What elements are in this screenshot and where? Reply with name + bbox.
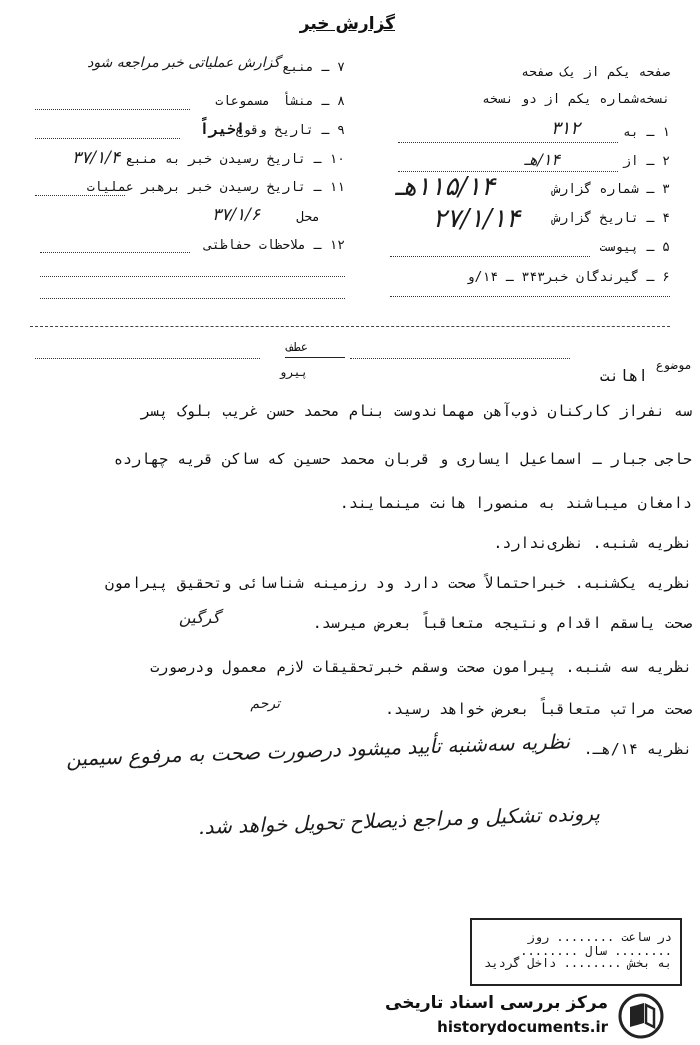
origin-value: مسموعات bbox=[215, 94, 270, 109]
opinion-14h: نظریه ۱۴/هـ. bbox=[583, 740, 692, 758]
security-notes-label: ۱۲ ـ ملاحظات حفاظتی bbox=[204, 238, 345, 253]
to-label: ۱ ـ به bbox=[623, 125, 670, 140]
event-date-value: اخیراً bbox=[199, 120, 245, 138]
opinion-sunday-2: صحت یاسقم اقدام ونتیجه متعاقباً بعرض میرسد. bbox=[312, 614, 692, 632]
source-value: گزارش عملیاتی خبر مراجعه شود bbox=[87, 55, 280, 71]
report-date-value: ۲۷/۱/۱۴ bbox=[432, 204, 520, 234]
signature-1: گرگین bbox=[178, 608, 220, 627]
received-by-source-label: ۱۰ ـ تاریخ رسیدن خبر به منبع bbox=[125, 152, 345, 167]
report-number-value: ۱۱۵/۱۴هـ bbox=[395, 172, 495, 202]
received-by-ops-label: ۱۱ ـ تاریخ رسیدن خبر برهبر عملیات bbox=[86, 180, 345, 195]
handwritten-note-line-1: نظریه سه‌شنبه تأیید میشود درصورت صحت به مرفوع سیمین bbox=[65, 729, 571, 771]
attachment-label: ۵ ـ پیوست bbox=[599, 240, 670, 255]
from-value: ۱۴/هـ bbox=[524, 150, 560, 169]
follow-label: پیرو bbox=[279, 365, 308, 379]
page-count-line: صفحه یکم از یک صفحه bbox=[521, 65, 670, 80]
source-label: ۷ ـ منبع bbox=[282, 60, 345, 75]
recipients-value: ۳۴۳ ـ ۱۴/و bbox=[466, 270, 545, 285]
body-line-3: دامغان میباشند به منصورا هانت مینمایند. bbox=[339, 494, 692, 512]
subject-value: اهانت bbox=[599, 366, 648, 385]
report-date-label: ۴ ـ تاریخ گزارش bbox=[552, 211, 670, 226]
opinion-saturday: نظریه شنبه. نظری‌ندارد. bbox=[493, 534, 692, 552]
ref-label: عطف bbox=[286, 340, 308, 354]
event-date-label: ۹ ـ تاریخ وقوع bbox=[235, 123, 345, 138]
origin-label: ۸ ـ منشأ bbox=[282, 94, 345, 109]
received-by-ops-value: ۳۷/۱/۶ bbox=[212, 205, 260, 225]
opinion-tuesday-1: نظریه سه شنبه. پیرامون صحت وسقم خبرتحقیقات لازم معمول ودرصورت bbox=[150, 658, 692, 676]
receipt-stamp bbox=[470, 918, 682, 986]
report-number-label: ۳ ـ شماره گزارش bbox=[552, 182, 670, 197]
opinion-sunday-1: نظریه یکشنبه. خبراحتمالاً صحت دارد ود رزمینه شناسائی وتحقیق پیرامون bbox=[105, 574, 692, 592]
page-title: گزارش خبر bbox=[299, 14, 395, 34]
from-label: ۲ ـ از bbox=[623, 154, 670, 169]
received-by-source-value: ۳۷/۱/۴ bbox=[72, 148, 120, 168]
place-label: محل bbox=[296, 210, 320, 225]
handwritten-note-line-2: پرونده تشکیل و مراجع ذیصلاح تحویل خواهد شد. bbox=[197, 800, 601, 840]
body-line-1: سه نفراز کارکنان ذوب‌آهن مهماندوست بنام محمد حسن غریب بلوک پسر bbox=[141, 402, 692, 420]
signature-2: ترحم bbox=[250, 696, 280, 712]
recipients-label: ۶ ـ گیرندگان خبر bbox=[544, 270, 670, 285]
opinion-tuesday-2: صحت مراتب متعاقباً بعرض خواهد رسید. bbox=[384, 700, 692, 718]
watermark-title: مرکز بررسی اسناد تاریخی bbox=[385, 993, 608, 1013]
subject-label: موضوع bbox=[655, 358, 692, 372]
to-value: ۳۱۲ bbox=[550, 118, 580, 139]
archive-logo-icon bbox=[618, 993, 664, 1039]
stamp-line-2: به بخش ........ داخل گردید bbox=[484, 956, 672, 970]
copy-number-line: نسخه‌شماره یکم از دو نسخه bbox=[482, 92, 670, 107]
body-line-2: حاجی جبار ـ اسماعیل ایساری و قربان محمد حسین که ساکن قریه چهارده bbox=[114, 450, 692, 468]
watermark-site: historydocuments.ir bbox=[437, 1018, 608, 1036]
stamp-line-1: در ساعت ........ روز ........ سال ........ bbox=[520, 930, 672, 958]
